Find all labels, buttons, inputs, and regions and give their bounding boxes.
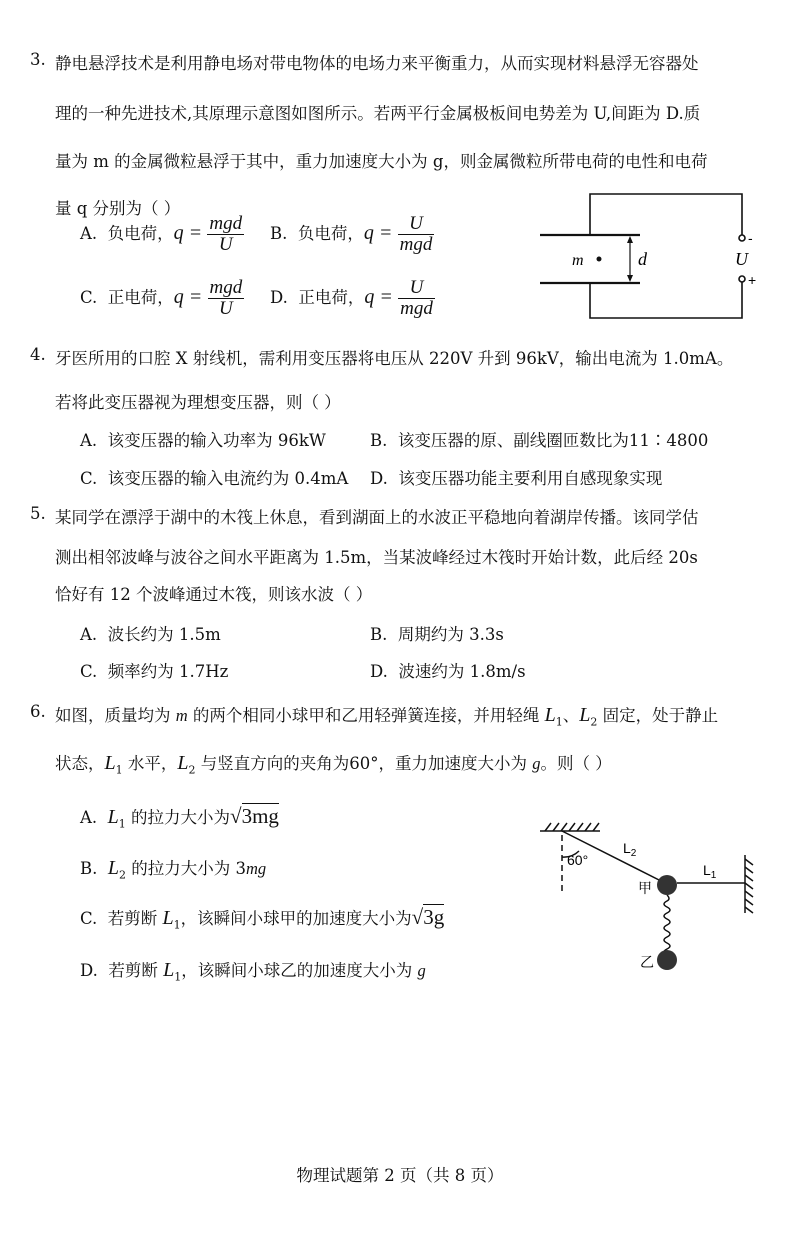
q5-stem-line: 某同学在漂浮于湖中的木筏上休息，看到湖面上的水波正平稳地向着湖岸传播。该同学估 [55, 508, 699, 527]
q3-stem-line: 量为 m 的金属微粒悬浮于其中，重力加速度大小为 g，则金属微粒所带电荷的电性和电荷 [55, 152, 708, 171]
page-footer: 物理试题第 2 页（共 8 页） [296, 1166, 504, 1185]
q3-number: 3. [30, 50, 46, 69]
spring-balls-figure [535, 815, 765, 975]
q4-option-b: B. 该变压器的原、副线圈匝数比为11∶4800 [370, 431, 709, 450]
q4-option-d: D. 该变压器功能主要利用自感现象实现 [370, 469, 663, 488]
capacitor-circuit-figure [530, 185, 770, 325]
q4-option-a: A. 该变压器的输入功率为 96kW [80, 431, 326, 450]
q5-option-b: B. 周期约为 3.3s [370, 625, 504, 644]
q6-option-d: D. 若剪断 $L_1$，该瞬间小球乙的加速度大小为 g [80, 959, 426, 984]
l1-label: $L_1$ [703, 862, 717, 881]
q5-option-a: A. 波长约为 1.5m [80, 625, 221, 644]
fraction: $\frac{\text{mgd}}{U}$ [209, 213, 243, 255]
q5-option-c: C. 频率约为 1.7Hz [80, 662, 229, 681]
sqrt-expression: √3mg [230, 804, 279, 828]
q3-option-c: C. 正电荷，q = $\frac{\text{mgd}}{U}$ [80, 277, 243, 319]
q5-option-d: D. 波速约为 1.8m/s [370, 662, 526, 681]
q5-stem-line: 恰好有 12 个波峰通过木筏，则该水波（ ） [55, 585, 373, 604]
q4-number: 4. [30, 345, 46, 364]
q6-option-b: B. $L_2$ 的拉力大小为 3mg [80, 857, 267, 882]
q4-stem-line: 牙医所用的口腔 X 射线机，需利用变压器将电压从 220V 升到 96kV，输出电流为 1.0mA。 [55, 349, 734, 368]
ball-jia-label: 甲 [638, 881, 652, 897]
q6-number: 6. [30, 702, 46, 721]
sqrt-expression: √3g [411, 905, 445, 929]
q4-option-c: C. 该变压器的输入电流约为 0.4mA [80, 469, 349, 488]
q6-option-c: C. 若剪断 $L_1$，该瞬间小球甲的加速度大小为√3g [80, 905, 445, 932]
l2-label: $L_2$ [623, 840, 637, 859]
minus-terminal: - [748, 230, 753, 246]
q6-stem-line: 如图，质量均为 m 的两个相同小球甲和乙用轻弹簧连接，并用轻绳 $L_1$、$L_2$ 固定，处于静止 [55, 704, 719, 729]
q6-stem-line: 状态，$L_1$ 水平，$L_2$ 与竖直方向的夹角为60°，重力加速度大小为 g。则（ ） [55, 752, 612, 777]
plus-terminal: + [748, 272, 757, 288]
angle-label: 60° [567, 852, 589, 868]
voltage-label: U [735, 249, 748, 269]
q5-number: 5. [30, 504, 46, 523]
mass-label: m [572, 252, 584, 269]
fraction: $\frac{U}{\text{mgd}}$ [400, 277, 433, 319]
q3-stem-line: 静电悬浮技术是利用静电场对带电物体的电场力来平衡重力，从而实现材料悬浮无容器处 [55, 54, 699, 73]
q6-option-a: A. $L_1$ 的拉力大小为√3mg [80, 804, 279, 831]
distance-label: d [638, 249, 647, 269]
q3-stem-line: 量 q 分别为（ ） [55, 199, 181, 218]
q3-option-d: D. 正电荷，q = $\frac{U}{\text{mgd}}$ [270, 277, 433, 319]
q3-stem-line: 理的一种先进技术,其原理示意图如图所示。若两平行金属极板间电势差为 U,间距为 D.质 [55, 104, 701, 123]
q4-stem-line: 若将此变压器视为理想变压器，则（ ） [55, 393, 341, 412]
fraction: $\frac{\text{mgd}}{U}$ [209, 277, 243, 319]
ball-yi-label: 乙 [640, 955, 654, 971]
q3-option-a: A. 负电荷，q = $\frac{\text{mgd}}{U}$ [80, 213, 243, 255]
q5-stem-line: 测出相邻波峰与波谷之间水平距离为 1.5m，当某波峰经过木筏时开始计数，此后经 20s [55, 548, 698, 567]
fraction: $\frac{U}{\text{mgd}}$ [399, 213, 433, 255]
q3-option-b: B. 负电荷，q = $\frac{U}{\text{mgd}}$ [270, 213, 433, 255]
